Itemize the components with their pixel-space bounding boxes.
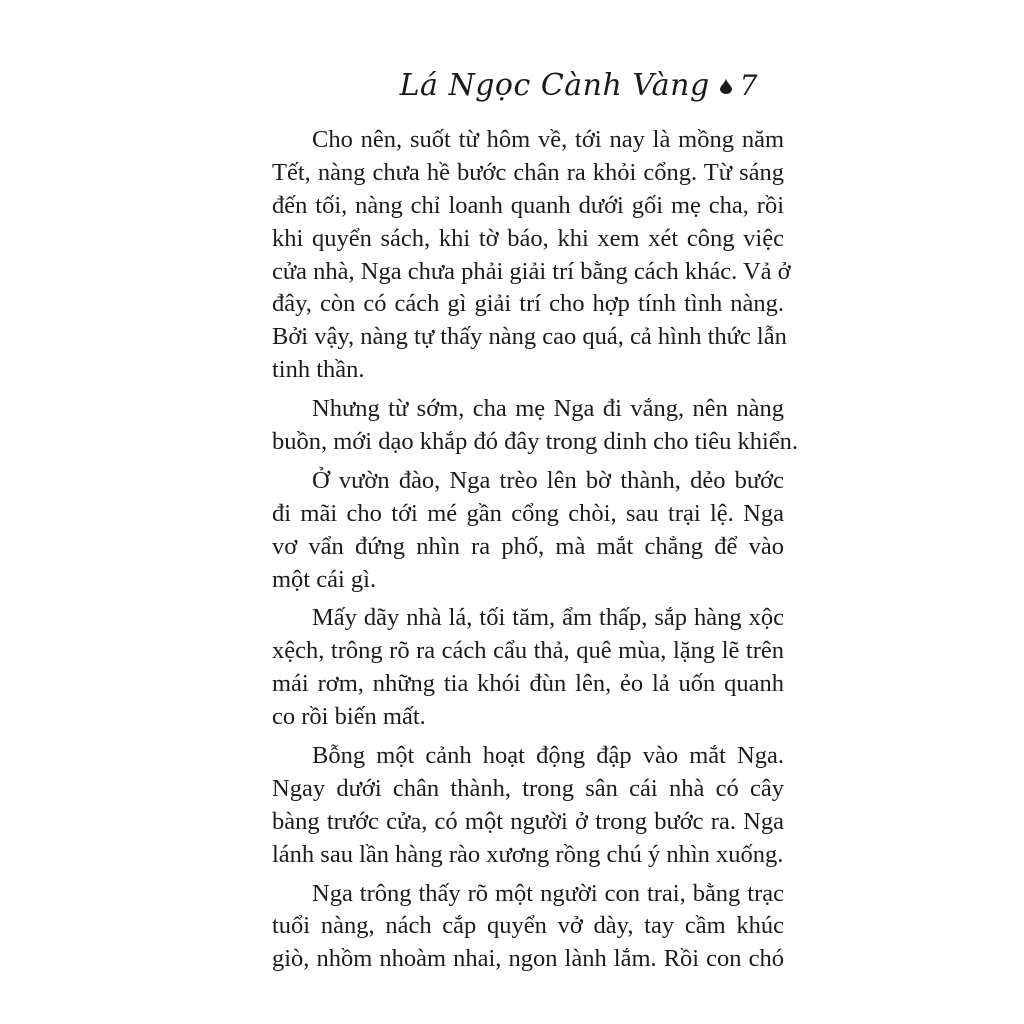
text-line: một cái gì. xyxy=(272,565,377,593)
text-line: đến tối, nàng chỉ loanh quanh dưới gối mẹ cha, rồi xyxy=(272,191,784,219)
text-line: Cho nên, suốt từ hôm về, tới nay là mồng năm xyxy=(312,126,784,153)
text-line: cửa nhà, Nga chưa phải giải trí bằng cách khác. Vả ở xyxy=(272,257,791,285)
text-line: Bỗng một cảnh hoạt động đập vào mắt Nga. xyxy=(312,742,784,770)
text-line: đây, còn có cách gì giải trí cho hợp tính tình nàng. xyxy=(272,290,784,318)
page-number: 7 xyxy=(739,69,758,102)
drop-ornament-icon xyxy=(720,78,732,94)
text-line: vơ vẩn đứng nhìn ra phố, mà mắt chẳng để vào xyxy=(272,532,784,560)
text-line: Ở vườn đào, Nga trèo lên bờ thành, dẻo bước xyxy=(312,466,784,494)
text-line: Tết, nàng chưa hề bước chân ra khỏi cổng. Từ sáng xyxy=(272,158,784,186)
text-line: Mấy dãy nhà lá, tối tăm, ẩm thấp, sắp hàng xộc xyxy=(312,604,784,632)
paragraph xyxy=(272,124,791,387)
book-title: Lá Ngọc Cành Vàng xyxy=(399,68,710,103)
text-line: Nhưng từ sớm, cha mẹ Nga đi vắng, nên nàng xyxy=(312,395,784,423)
text-line: co rồi biến mất. xyxy=(272,703,426,731)
paragraph xyxy=(272,465,784,597)
text-line: bàng trước cửa, có một người ở trong bước ra. Nga xyxy=(272,807,784,835)
text-line: buồn, mới dạo khắp đó đây trong dinh cho tiêu khiển. xyxy=(272,428,799,456)
text-line: khi quyển sách, khi tờ báo, khi xem xét công việc xyxy=(272,224,784,252)
text-line: tinh thần. xyxy=(272,356,365,384)
text-line: xệch, trông rõ ra cách cẩu thả, quê mùa, lặng lẽ trên xyxy=(272,637,784,665)
paragraph xyxy=(272,878,784,977)
text-line: đi mãi cho tới mé gần cổng chòi, sau trại lệ. Nga xyxy=(272,499,784,527)
text-line: mái rơm, những tia khói đùn lên, ẻo lả uốn quanh xyxy=(272,670,784,698)
text-line: Bởi vậy, nàng tự thấy nàng cao quá, cả hình thức lẫn xyxy=(272,323,787,351)
paragraph xyxy=(272,393,799,459)
paragraph xyxy=(272,740,784,872)
text-line: tuổi nàng, nách cắp quyển vở dày, tay cầm khúc xyxy=(272,912,784,940)
text-line: giò, nhồm nhoàm nhai, ngon lành lắm. Rồi con chó xyxy=(272,945,784,973)
text-line: Ngay dưới chân thành, trong sân cái nhà có cây xyxy=(272,774,784,802)
text-line: lánh sau lần hàng rào xương rồng chú ý nhìn xuống. xyxy=(272,840,784,868)
text-line: Nga trông thấy rõ một người con trai, bằng trạc xyxy=(312,879,784,907)
paragraph xyxy=(272,602,784,734)
body-text xyxy=(272,124,799,982)
running-header xyxy=(400,68,758,103)
